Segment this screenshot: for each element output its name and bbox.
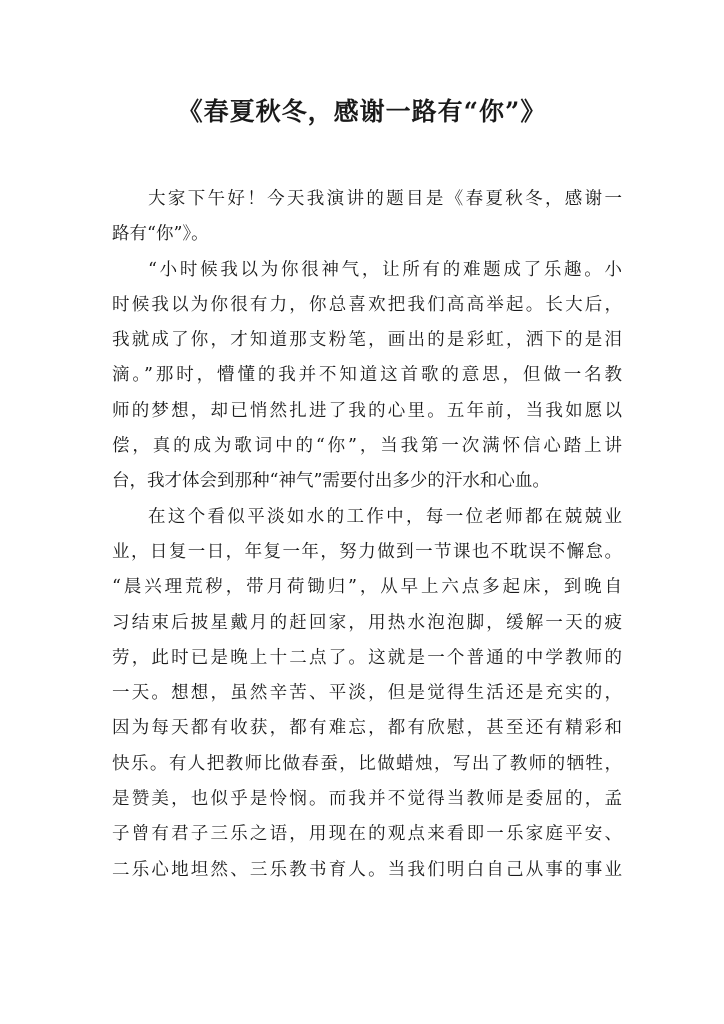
paragraph-line: 时候我以为你很有力，你总喜欢把我们高高举起。长大后，	[112, 294, 622, 315]
paragraph-line: 路有“你”》。	[112, 224, 209, 245]
paragraph-line: 台，我才体会到那种“神气”需要付出多少的汗水和心血。	[112, 471, 550, 492]
document-title: 《春夏秋冬，感谢一路有“你”》	[177, 97, 547, 126]
paragraph-line: 滴。”那时，懵懂的我并不知道这首歌的意思，但做一名教	[112, 365, 622, 386]
paragraph-line: 劳，此时已是晚上十二点了。这就是一个普通的中学教师的	[112, 647, 622, 668]
paragraph-line: “晨兴理荒秽，带月荷锄归”，从早上六点多起床，到晚自	[112, 577, 622, 598]
paragraph-first-line: 在这个看似平淡如水的工作中，每一位老师都在兢兢业	[148, 506, 622, 527]
paragraph-first-line: “小时候我以为你很神气，让所有的难题成了乐趣。小	[148, 259, 622, 280]
paragraph-line: 偿，真的成为歌词中的“你”，当我第一次满怀信心踏上讲	[112, 436, 622, 457]
paragraph-line: 因为每天都有收获，都有难忘，都有欣慰，甚至还有精彩和	[112, 718, 622, 739]
paragraph-line: 我就成了你，才知道那支粉笔，画出的是彩虹，洒下的是泪	[112, 330, 622, 351]
paragraph-line: 子曾有君子三乐之语，用现在的观点来看即一乐家庭平安、	[112, 824, 622, 845]
paragraph-line: 业，日复一日，年复一年，努力做到一节课也不耽误不懈怠。	[112, 541, 622, 562]
paragraph-line: 快乐。有人把教师比做春蚕，比做蜡烛，写出了教师的牺牲，	[112, 753, 622, 774]
paragraph-line: 习结束后披星戴月的赶回家，用热水泡泡脚，缓解一天的疲	[112, 612, 622, 633]
paragraph-first-line: 大家下午好！今天我演讲的题目是《春夏秋冬，感谢一	[148, 189, 622, 209]
paragraph-line: 是赞美，也似乎是怜悯。而我并不觉得当教师是委屈的，孟	[112, 789, 622, 810]
paragraph-line: 二乐心地坦然、三乐教书育人。当我们明白自己从事的事业	[112, 859, 622, 880]
paragraph-line: 一天。想想，虽然辛苦、平淡，但是觉得生活还是充实的，	[112, 683, 622, 704]
paragraph-line: 师的梦想，却已悄然扎进了我的心里。五年前，当我如愿以	[112, 400, 622, 421]
document-body	[112, 182, 622, 888]
